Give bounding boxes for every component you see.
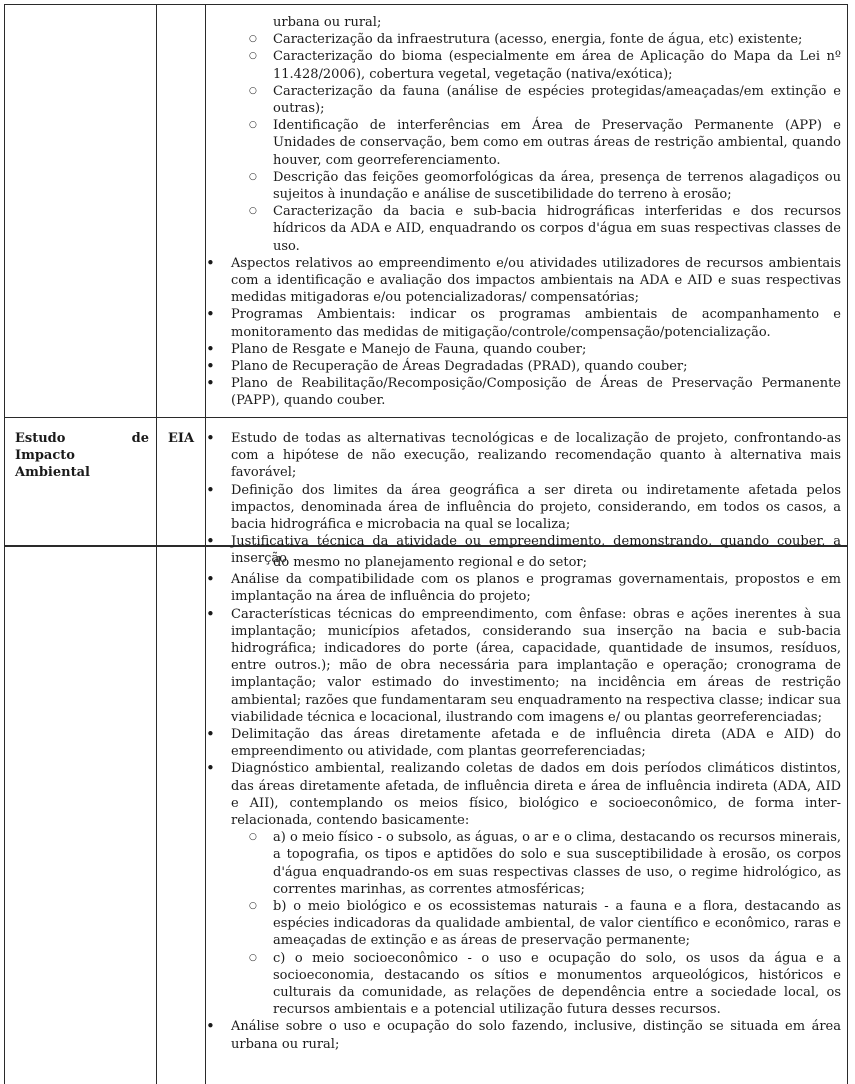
- content-cell-eia-continued: [231, 554, 841, 1053]
- list-item: • Plano de Recuperação de Áreas Degradadas (PRAD), quando couber;: [231, 358, 841, 375]
- item-list: [231, 1018, 841, 1052]
- sub-list-item: ○ Caracterização do bioma (especialmente em área de Aplicação do Mapa da Lei nº 11.428/2006), cobertura vegetal, vegetação (nativa/exótica);: [273, 48, 841, 82]
- sub-list-item: ○ Caracterização da fauna (análise de espécies protegidas/ameaçadas/em extinção e outras);: [273, 83, 841, 117]
- list-item: • Estudo de todas as alternativas tecnológicas e de localização de projeto, confrontando-as com a hipótese de não execução, realizando recomendação quanto à alternativa mais favorável;: [231, 430, 841, 482]
- list-item: • Características técnicas do empreendimento, com ênfase: obras e ações inerentes à sua implantação; municípios afetados, considerando sua inserção na bacia e sub-bacia hidrográfica; indicadores do porte (área, capacidade, quantidade de insumos, resíduos, entre outros.); mão de obra necessária para implantação e operação; cronograma de implantação; valor estimado do investimento; na incidência em áreas de restrição ambiental; razões que fundamentaram seu enquadramento na respectiva classe; indicar sua viabilidade técnica e locacional, ilustrando com imagens e/ ou plantas georreferenciadas;: [231, 606, 841, 726]
- column-divider: [205, 546, 206, 1084]
- list-item: • Delimitação das áreas diretamente afetada e de influência direta (ADA e AID) do empreendimento ou atividade, com plantas georreferenciadas;: [231, 726, 841, 760]
- list-item: • Programas Ambientais: indicar os programas ambientais de acompanhamento e monitoramento das medidas de mitigação/controle/compensação/potencialização.: [231, 306, 841, 340]
- sub-list-item: ○ a) o meio físico - o subsolo, as águas, o ar e o clima, destacando os recursos minerais, a topografia, os tipos e aptidões do solo e sua susceptibilidade à erosão, os corpos d'água enquadrando-os em suas respectivas classes de uso, o regime hidrológico, as correntes marinhas, as correntes atmosféricas;: [273, 829, 841, 898]
- list-item: • Diagnóstico ambiental, realizando coletas de dados em dois períodos climáticos distintos, das áreas diretamente afetada, de influência direta e área de influência indireta (ADA, AID e AII), contemplando os meios físico, biológico e socioeconômico, de forma inter-relacionada, contendo basicamente:: [231, 760, 841, 829]
- sub-item-list: [231, 31, 841, 255]
- continuation-text: do mesmo no planejamento regional e do setor;: [273, 555, 587, 570]
- study-code-cell: EIA: [168, 431, 195, 446]
- sub-list-item: ○ Descrição das feições geomorfológicas da área, presença de terrenos alagadiços ou sujeitos à inundação e análise de suscetibilidade do terreno à erosão;: [273, 169, 841, 203]
- list-item: • Definição dos limites da área geográfica a ser direta ou indiretamente afetada pelos impactos, denominada área de influência do projeto, considerando, em todos os casos, a bacia hidrográfica e microbacia na qual se localiza;: [231, 482, 841, 534]
- continuation-text: urbana ou rural;: [273, 15, 382, 30]
- list-item: • Plano de Reabilitação/Recomposição/Composição de Áreas de Preservação Permanente (PAPP), quando couber.: [231, 375, 841, 409]
- sub-list-item: ○ c) o meio socioeconômico - o uso e ocupação do solo, os usos da água e a socioeconomia, destacando os sítios e monumentos arqueológicos, históricos e culturais da comunidade, as relações de dependência entre a sociedade local, os recursos ambientais e a potencial utilização futura desses recursos.: [273, 950, 841, 1019]
- sub-item-list: [231, 829, 841, 1018]
- column-divider: [205, 5, 206, 546]
- requirements-table-bottom: [4, 545, 848, 1084]
- column-divider: [156, 546, 157, 1084]
- sub-list-item: ○ Caracterização da bacia e sub-bacia hidrográficas interferidas e dos recursos hídricos da ADA e AID, enquadrando os corpos d'água em suas respectivas classes de uso.: [273, 203, 841, 255]
- sub-list-item: ○ Identificação de interferências em Área de Preservação Permanente (APP) e Unidades de conservação, bem como em outras áreas de restrição ambiental, quando houver, com georreferenciamento.: [273, 117, 841, 169]
- list-item: • Plano de Resgate e Manejo de Fauna, quando couber;: [231, 341, 841, 358]
- list-item: • Aspectos relativos ao empreendimento e/ou atividades utilizadores de recursos ambientais com a identificação e avaliação dos impactos ambientais na ADA e AID e suas respectivas medidas mitigadoras e/ou potencializadoras/ compensatórias;: [231, 255, 841, 307]
- item-list: [231, 255, 841, 410]
- column-divider: [156, 5, 157, 546]
- list-item: • Análise sobre o uso e ocupação do solo fazendo, inclusive, distinção se situada em área urbana ou rural;: [231, 1018, 841, 1052]
- sub-list-item: ○ b) o meio biológico e os ecossistemas naturais - a fauna e a flora, destacando as espécies indicadoras da qualidade ambiental, de valor científico e econômico, raras e ameaçadas de extinção e as áreas de preservação permanente;: [273, 898, 841, 950]
- list-item: • Análise da compatibilidade com os planos e programas governamentais, propostos e em implantação na área de influência do projeto;: [231, 571, 841, 605]
- content-cell-previous-row: [231, 14, 841, 410]
- item-list: [231, 571, 841, 829]
- row-divider: [5, 417, 847, 418]
- list-item: • Justificativa técnica da atividade ou empreendimento, demonstrando, quando couber, a inserção: [231, 533, 841, 567]
- sub-list-item: ○ Caracterização da infraestrutura (acesso, energia, fonte de água, etc) existente;: [273, 31, 841, 48]
- study-name-cell: Estudo de Impacto Ambiental: [15, 431, 149, 481]
